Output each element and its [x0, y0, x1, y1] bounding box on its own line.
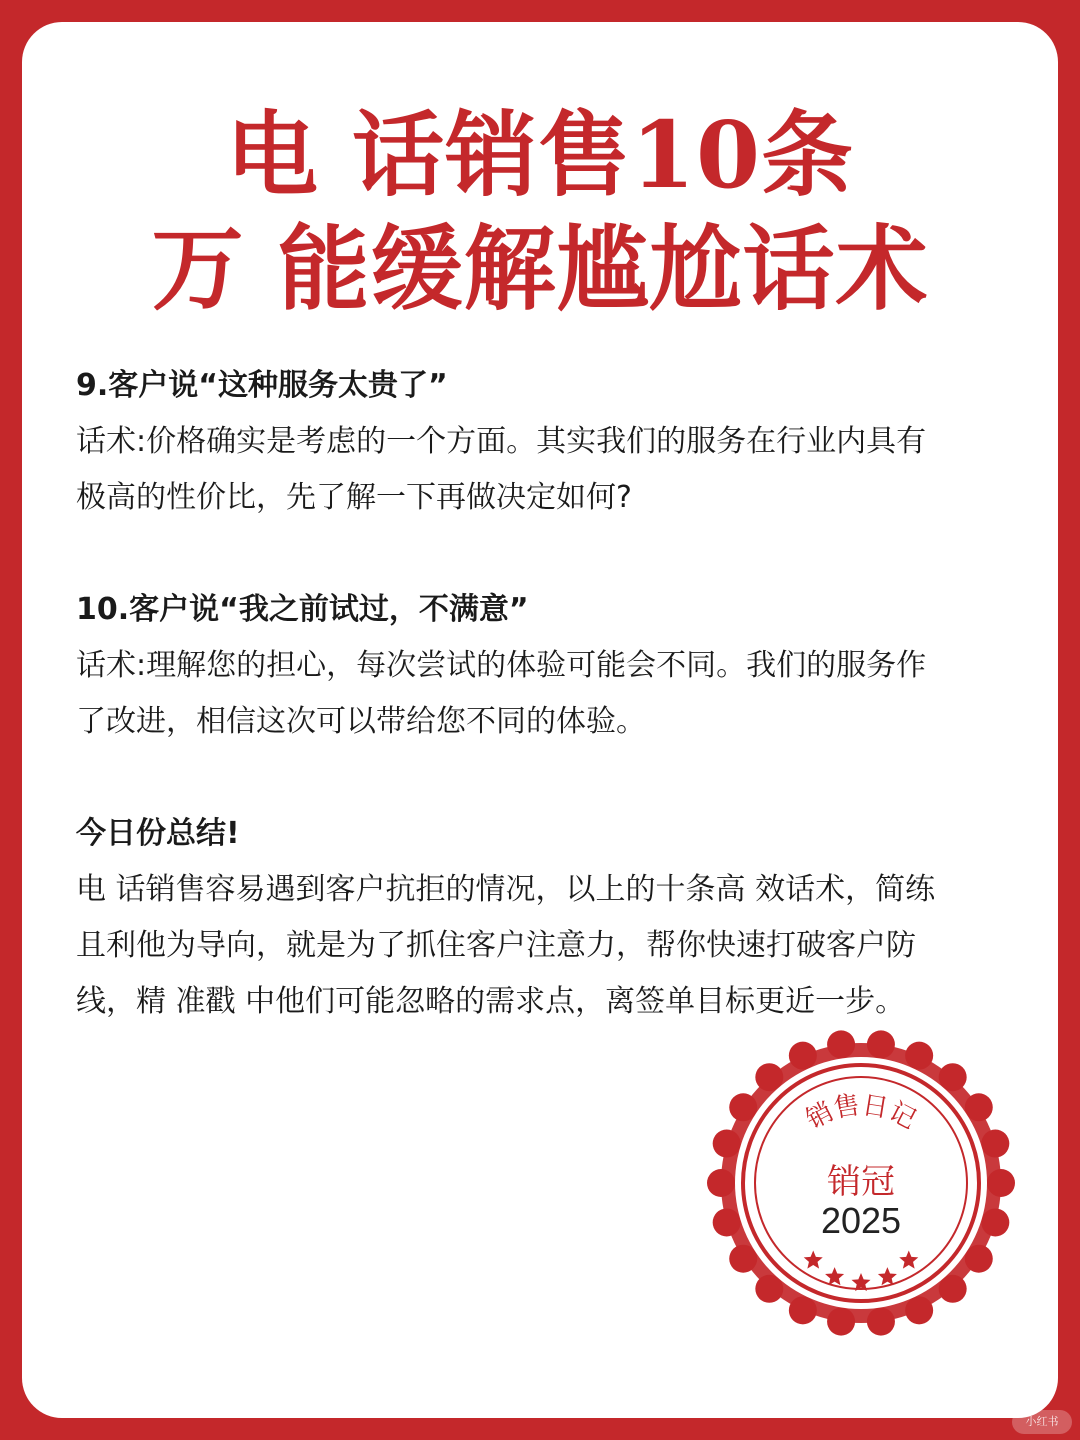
seal-arc-text: 销售日记: [801, 1090, 921, 1136]
seal-scallop-bump: [905, 1296, 933, 1324]
content-body: [76, 358, 1016, 1086]
seal-scallop-bump: [867, 1308, 895, 1336]
seal-scallop-bump: [789, 1296, 817, 1324]
seal-scallop-bump: [729, 1245, 757, 1273]
seal-scallop-bump: [965, 1245, 993, 1273]
seal-scallop-bump: [827, 1030, 855, 1058]
section-heading: 10.客户说“我之前试过，不满意”: [76, 592, 529, 627]
section-line: 且利他为导向，就是为了抓住客户注意力，帮你快速打破客户防: [76, 928, 916, 963]
section-line: 极高的性价比，先了解一下再做决定如何?: [76, 480, 632, 515]
seal-scallop-bump: [939, 1275, 967, 1303]
seal-year: 2025: [820, 1200, 902, 1241]
section-line: 话术:理解您的担心，每次尝试的体验可能会不同。我们的服务作: [76, 648, 927, 683]
seal-scallop-bump: [939, 1063, 967, 1091]
section-line: 线，精 准戳 中他们可能忽略的需求点，离签单目标更近一步。: [76, 984, 906, 1019]
seal-name: 销冠: [827, 1162, 895, 1202]
seal-scallop-bump: [987, 1169, 1015, 1197]
seal-scallop-bump: [789, 1042, 817, 1070]
section-line: 话术:价格确实是考虑的一个方面。其实我们的服务在行业内具有: [76, 424, 927, 459]
watermark: 小红书: [1012, 1410, 1072, 1434]
seal-scallop-bump: [755, 1275, 783, 1303]
seal-scallop-bump: [827, 1308, 855, 1336]
section-heading: 今日份总结!: [76, 816, 240, 851]
seal-scallop-bump: [867, 1030, 895, 1058]
seal-scallop-bump: [713, 1130, 741, 1158]
seal-stamp: [706, 1028, 1016, 1338]
title-line-2: 万 能缓解尴尬话术: [151, 215, 929, 323]
seal-graphic: [706, 1028, 1016, 1338]
section-heading: 9.客户说“这种服务太贵了”: [76, 368, 448, 403]
seal-scallop-bump: [981, 1130, 1009, 1158]
section-line: 了改进，相信这次可以带给您不同的体验。: [76, 704, 646, 739]
seal-scallop-bump: [905, 1042, 933, 1070]
section-summary: [76, 806, 1016, 1030]
seal-scallop-bump: [965, 1093, 993, 1121]
seal-scallop-bump: [729, 1093, 757, 1121]
section-line: 电 话销售容易遇到客户抗拒的情况，以上的十条高 效话术，简练: [76, 872, 936, 907]
section-10: [76, 582, 1016, 750]
seal-scallop-bump: [707, 1169, 735, 1197]
section-9: [76, 358, 1016, 526]
title-line-1: 电 话销售10条: [225, 101, 855, 209]
seal-scallop-bump: [755, 1063, 783, 1091]
